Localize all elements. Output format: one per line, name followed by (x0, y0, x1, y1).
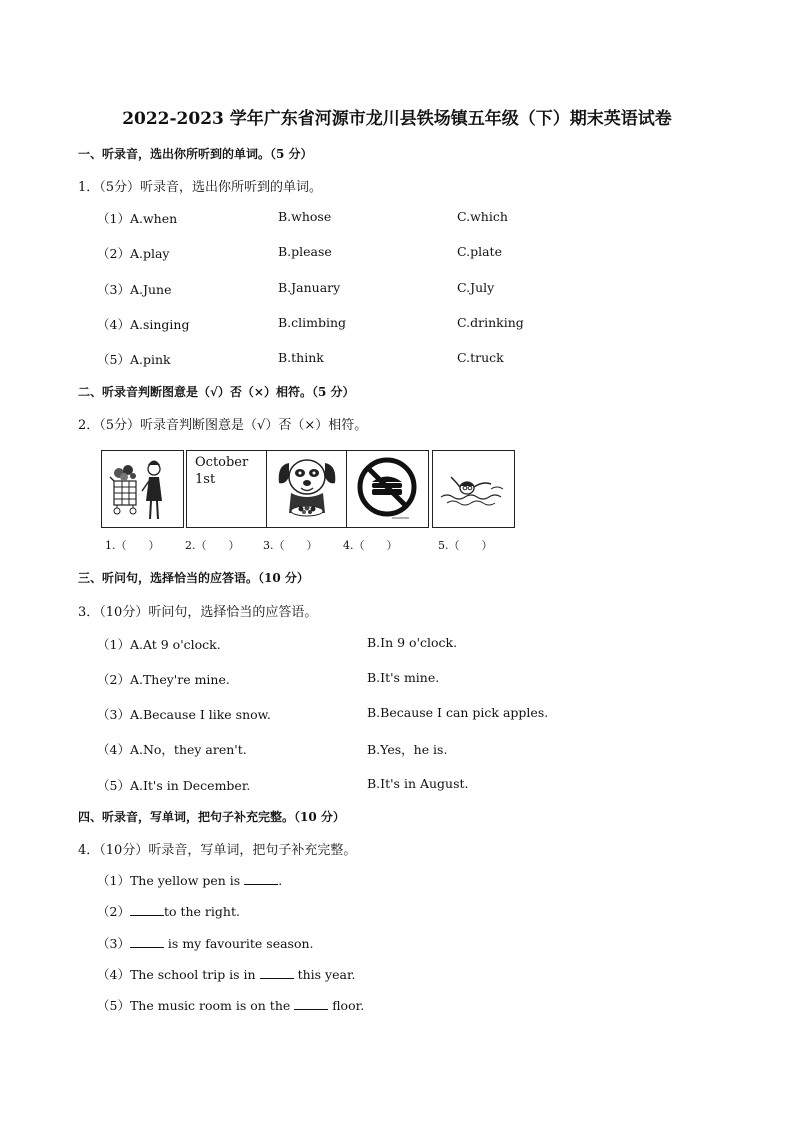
fill-sentence-5 (97, 996, 364, 1014)
option-b: B.whose (278, 209, 332, 224)
option-c: C.plate (457, 244, 502, 259)
no-eating-icon (347, 451, 427, 526)
question-1: 1．（5分）听录音，选出你所听到的单词。 (78, 180, 323, 195)
sentence-end: this year. (293, 967, 356, 982)
option-c: C.truck (457, 350, 504, 365)
section-3-heading: 三、听问句，选择恰当的应答语。（10 分） (78, 571, 309, 585)
option-a: （1）A.when (97, 211, 178, 226)
picture-swimming (432, 450, 515, 528)
sentence-start: （5）The music room is on the (97, 998, 295, 1013)
picture-4-answer[interactable]: 4.（ ） (343, 539, 398, 552)
swimmer-icon (433, 451, 513, 526)
option-a: （1）A.At 9 o'clock. (97, 637, 221, 652)
picture-no-food-sign (346, 450, 429, 528)
option-b: B.Because I can pick apples. (367, 705, 549, 720)
option-a: （4）A.singing (97, 317, 190, 332)
option-a: （3）A.Because I like snow. (97, 707, 271, 722)
option-a: （2）A.play (97, 246, 170, 261)
picture-2-answer[interactable]: 2.（ ） (185, 539, 240, 552)
option-b: B.climbing (278, 315, 347, 330)
option-b: B.Yes，he is. (367, 742, 448, 757)
option-b: B.January (278, 280, 341, 295)
option-a: （4）A.No，they aren't. (97, 742, 247, 757)
answer-blank[interactable] (244, 872, 278, 885)
option-b: B.It's mine. (367, 670, 440, 685)
option-a: （5）A.pink (97, 352, 171, 367)
picture-dog (266, 450, 349, 528)
fill-sentence-1 (97, 871, 282, 889)
section-1-heading: 一、听录音，选出你所听到的单词。（5 分） (78, 147, 313, 161)
answer-blank[interactable] (294, 997, 328, 1010)
picture-1-answer[interactable]: 1.（ ） (105, 539, 160, 552)
dog-icon (267, 451, 347, 526)
option-c: C.which (457, 209, 508, 224)
answer-blank[interactable] (130, 935, 164, 948)
question-4: 4．（10分）听录音，写单词，把句子补充完整。 (78, 843, 357, 858)
fill-sentence-4 (97, 965, 356, 983)
option-b: B.In 9 o'clock. (367, 635, 458, 650)
shopping-cart-icon (102, 451, 182, 526)
option-a: （3）A.June (97, 282, 172, 297)
picture-3-answer[interactable]: 3.（ ） (263, 539, 318, 552)
sentence-start: （1）The yellow pen is (97, 873, 245, 888)
calendar-month: October (195, 455, 249, 470)
option-b: B.It's in August. (367, 776, 469, 791)
sentence-end: floor. (328, 998, 365, 1013)
section-4-heading: 四、听录音，写单词，把句子补充完整。（10 分） (78, 810, 345, 824)
calendar-day: 1st (195, 472, 216, 487)
sentence-start: （3） (97, 936, 130, 951)
answer-blank[interactable] (130, 903, 164, 916)
section-2-heading: 二、听录音判断图意是（√）否（×）相符。（5 分） (78, 385, 355, 399)
picture-shopping (101, 450, 184, 528)
option-a: （5）A.It's in December. (97, 778, 251, 793)
question-2: 2．（5分）听录音判断图意是（√）否（×）相符。 (78, 418, 368, 433)
sentence-start: （4）The school trip is in (97, 967, 260, 982)
option-b: B.please (278, 244, 332, 259)
picture-calendar (186, 450, 269, 528)
answer-blank[interactable] (260, 966, 294, 979)
sentence-start: （2） (97, 904, 130, 919)
page-title: 2022-2023 学年广东省河源市龙川县铁场镇五年级（下）期末英语试卷 (122, 109, 672, 129)
sentence-end: is my favourite season. (163, 936, 314, 951)
fill-sentence-3 (97, 934, 314, 952)
option-a: （2）A.They're mine. (97, 672, 230, 687)
fill-sentence-2 (97, 902, 240, 920)
option-c: C.July (457, 280, 495, 295)
picture-5-answer[interactable]: 5.（ ） (438, 539, 493, 552)
option-c: C.drinking (457, 315, 524, 330)
sentence-end: . (278, 873, 283, 888)
sentence-end: to the right. (163, 904, 240, 919)
option-b: B.think (278, 350, 324, 365)
question-3: 3．（10分）听问句，选择恰当的应答语。 (78, 605, 318, 620)
